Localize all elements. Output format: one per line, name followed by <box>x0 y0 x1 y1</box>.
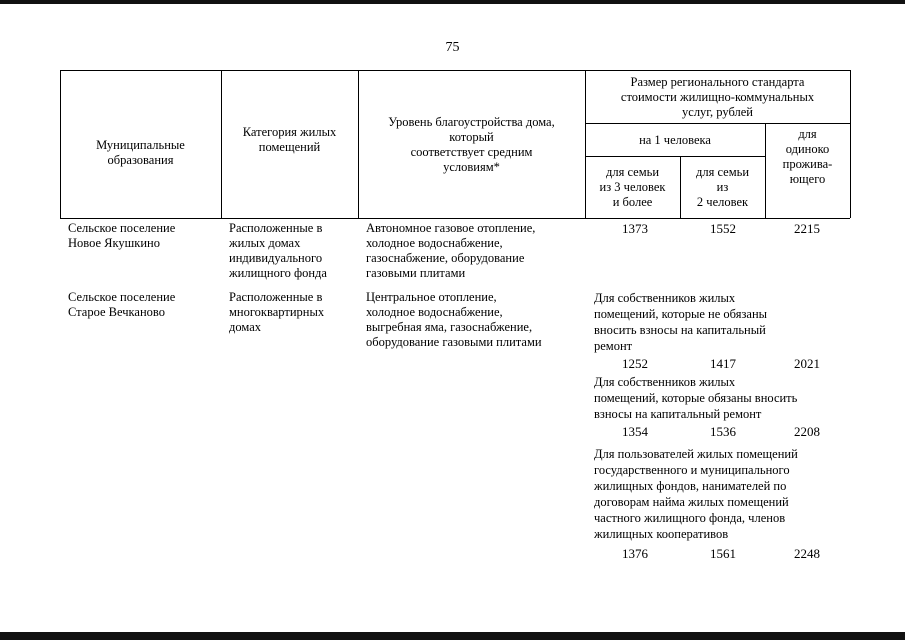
group2-note: Для собственников жилых помещений, которые обязаны вносить взносы на капитальный ремонт <box>594 375 798 421</box>
row1-family2-value: 1552 <box>710 221 736 236</box>
group1-single-value: 2021 <box>794 356 820 371</box>
bottom-rule <box>0 632 905 640</box>
row1-municipality: Сельское поселение Новое Якушкино <box>68 221 176 250</box>
header-family3: для семьи из 3 человек и более <box>599 165 666 209</box>
header-family2: для семьи из 2 человек <box>695 165 750 209</box>
group3-family3-value: 1376 <box>622 546 648 561</box>
group2-family2-value: 1536 <box>710 424 736 439</box>
group1-family2-value: 1417 <box>710 356 736 371</box>
group3-family2-value: 1561 <box>710 546 736 561</box>
group3-single-value: 2248 <box>794 546 820 561</box>
row1-category: Расположенные в жилых домах индивидуального жилищного фонда <box>229 221 327 280</box>
group2-single-value: 2208 <box>794 424 820 439</box>
header-category: Категория жилых помещений <box>242 125 337 154</box>
group1-note: Для собственников жилых помещений, которые не обязаны вносить взносы на капитальный ремонт <box>594 291 768 353</box>
header-level: Уровень благоустройства дома, который соответствует средним условиям* <box>388 115 555 174</box>
row2-municipality: Сельское поселение Старое Вечканово <box>68 290 176 319</box>
row2-level: Центральное отопление, холодное водоснабжение, выгребная яма, газоснабжение, оборудование газовыми плитами <box>366 290 542 349</box>
header-municipality: Муниципальные образования <box>96 138 185 167</box>
page-number: 75 <box>445 40 460 55</box>
header-standard: Размер регионального стандарта стоимости жилищно-коммунальных услуг, рублей <box>620 75 815 119</box>
row1-level: Автономное газовое отопление, холодное водоснабжение, газоснабжение, оборудование газовыми плитами <box>366 221 536 280</box>
group1-family3-value: 1252 <box>622 356 648 371</box>
row1-single-value: 2215 <box>794 221 820 236</box>
group2-family3-value: 1354 <box>622 424 648 439</box>
header-per-person: на 1 человека <box>639 133 711 147</box>
row1-family3-value: 1373 <box>622 221 648 236</box>
header-single: для одиноко прожива- ющего <box>782 127 833 186</box>
group3-note: Для пользователей жилых помещений государственного и муниципального жилищных фондов, нанимателей по договорам найма жилых помещений частного жилищного фонда, членов жилищных кооперативов <box>594 447 798 541</box>
row2-category: Расположенные в многоквартирных домах <box>229 290 325 334</box>
top-rule <box>0 0 905 4</box>
